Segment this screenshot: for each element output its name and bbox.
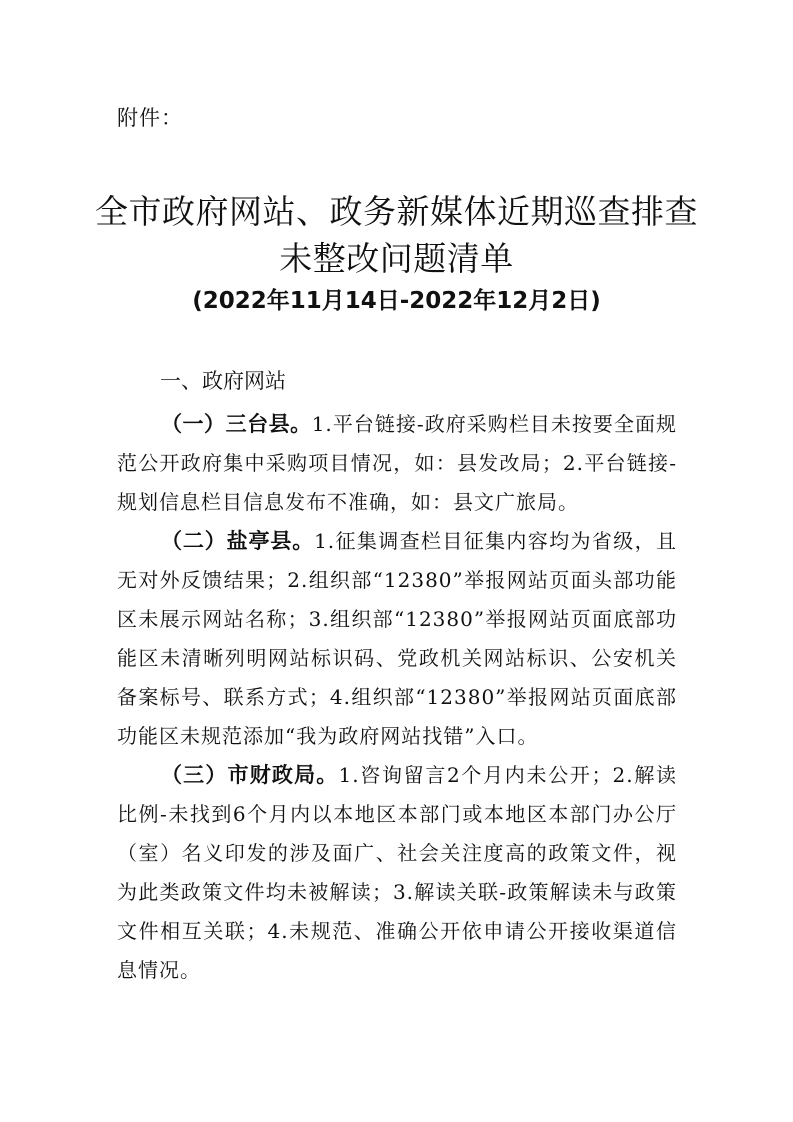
- section-heading-government-websites: 一、政府网站: [160, 369, 286, 393]
- document-date-range: (2022年11月14日-2022年12月2日): [192, 288, 601, 314]
- attachment-label: 附件：: [117, 106, 183, 130]
- issue-paragraph-yanting: [117, 522, 677, 756]
- issue-lead-yanting: （二）盐亭县。: [161, 529, 315, 553]
- issue-body-yanting: 1.征集调查栏目征集内容均为省级，且无对外反馈结果；2.组织部“12380”举报网站页面头部功能区未展示网站名称；3.组织部“12380”举报网站页面底部功能区未清晰列明网站标识码、党政机关网站标识、公安机关备案标号、联系方式；4.组织部“12380”举报网站页面底部功能区未规范添加“我为政府网站找错”入口。: [117, 529, 677, 748]
- issue-lead-santai: （一）三台县。: [161, 412, 312, 436]
- document-title-line-1: 全市政府网站、政务新媒体近期巡查排查: [95, 192, 698, 231]
- issue-lead-finance-bureau: （三）市财政局。: [161, 763, 339, 787]
- issue-paragraph-santai: [117, 405, 677, 522]
- issue-paragraph-finance-bureau: [117, 756, 677, 990]
- issue-body-finance-bureau: 1.咨询留言2个月内未公开；2.解读比例-未找到6个月内以本地区本部门或本地区本部门办公厅（室）名义印发的涉及面广、社会关注度高的政策文件，视为此类政策文件均未被解读；3.解读关联-政策解读未与政策文件相互关联；4.未规范、准确公开依申请公开接收渠道信息情况。: [117, 763, 678, 982]
- issue-body-santai: 1.平台链接-政府采购栏目未按要全面规范公开政府集中采购项目情况，如：县发改局；2.平台链接-规划信息栏目信息发布不准确，如：县文广旅局。: [117, 412, 678, 514]
- document-title-line-2: 未整改问题清单: [279, 239, 514, 278]
